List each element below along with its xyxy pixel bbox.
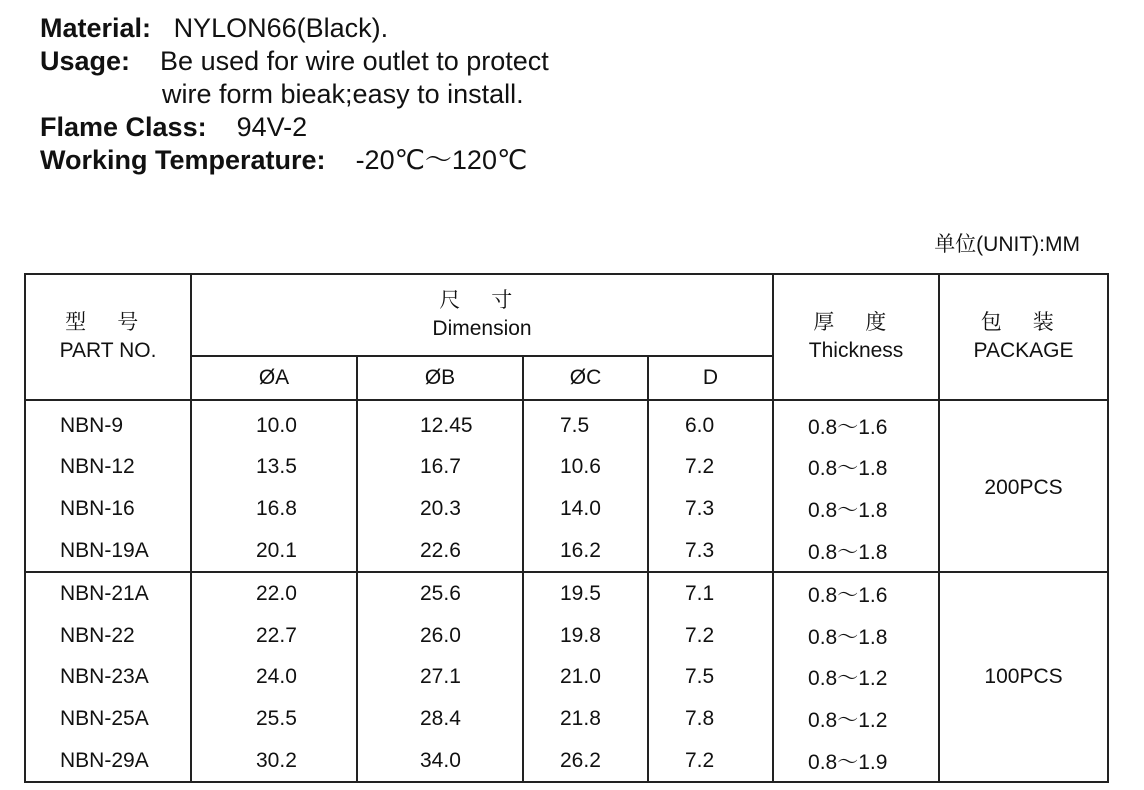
thickness-cell: 0.8～1.6: [773, 572, 939, 615]
part-no-cell: NBN-25A: [25, 698, 191, 740]
thickness-cell: 0.8～1.2: [773, 698, 939, 740]
temperature-value: -20℃～120℃: [355, 145, 528, 175]
header-package-zh: 包 装: [980, 311, 1067, 334]
header-thickness-en: Thickness: [808, 339, 904, 362]
dimension-table: [24, 273, 1109, 783]
header-col-a: ØA: [191, 356, 357, 400]
thickness-cell: 0.8～1.8: [773, 488, 939, 530]
dim-a-cell: 20.1: [191, 530, 357, 573]
header-part-en: PART NO.: [59, 339, 157, 362]
package-cell: 100PCS: [939, 572, 1108, 782]
dim-d-cell: 7.5: [648, 657, 773, 699]
dim-d-cell: 6.0: [648, 400, 773, 447]
header-col-d: D: [648, 356, 773, 400]
header-col-c: ØC: [523, 356, 648, 400]
header-col-b: ØB: [357, 356, 523, 400]
material-spec: [40, 12, 388, 45]
dim-b-cell: 28.4: [357, 698, 523, 740]
dim-c-cell: 19.5: [523, 572, 648, 615]
dim-d-cell: 7.3: [648, 530, 773, 573]
dim-b-cell: 20.3: [357, 488, 523, 530]
dim-a-cell: 30.2: [191, 740, 357, 783]
thickness-cell: 0.8～1.8: [773, 530, 939, 573]
dim-d-cell: 7.2: [648, 615, 773, 657]
dim-b-cell: 26.0: [357, 615, 523, 657]
header-dimension: [191, 274, 773, 356]
dim-d-cell: 7.2: [648, 740, 773, 783]
header-dimension-en: Dimension: [432, 317, 532, 340]
dim-d-cell: 7.3: [648, 488, 773, 530]
header-part-no: [25, 274, 191, 400]
table-row: [25, 572, 1108, 615]
part-no-cell: NBN-23A: [25, 657, 191, 699]
dim-b-cell: 25.6: [357, 572, 523, 615]
dim-c-cell: 16.2: [523, 530, 648, 573]
usage-spec: [40, 45, 549, 78]
dim-c-cell: 26.2: [523, 740, 648, 783]
usage-line-2: wire form bieak;easy to install.: [162, 79, 524, 109]
flame-value: 94V-2: [236, 112, 308, 142]
part-no-cell: NBN-12: [25, 447, 191, 489]
part-no-cell: NBN-29A: [25, 740, 191, 783]
flame-spec: [40, 111, 307, 144]
dim-d-cell: 7.1: [648, 572, 773, 615]
table-row: [25, 400, 1108, 447]
thickness-cell: 0.8～1.8: [773, 615, 939, 657]
header-thickness: [773, 274, 939, 400]
usage-spec-continued: [162, 78, 524, 111]
thickness-cell: 0.8～1.9: [773, 740, 939, 783]
flame-label: Flame Class:: [40, 112, 207, 142]
part-no-cell: NBN-9: [25, 400, 191, 447]
temperature-label: Working Temperature:: [40, 145, 326, 175]
dim-b-cell: 27.1: [357, 657, 523, 699]
header-part-zh: 型 号: [65, 311, 151, 334]
dim-d-cell: 7.2: [648, 447, 773, 489]
dim-b-cell: 22.6: [357, 530, 523, 573]
dim-d-cell: 7.8: [648, 698, 773, 740]
material-label: Material:: [40, 13, 152, 43]
dim-a-cell: 10.0: [191, 400, 357, 447]
dim-a-cell: 22.7: [191, 615, 357, 657]
part-no-cell: NBN-21A: [25, 572, 191, 615]
temperature-spec: [40, 144, 527, 177]
dim-c-cell: 14.0: [523, 488, 648, 530]
dim-b-cell: 34.0: [357, 740, 523, 783]
header-package-en: PACKAGE: [973, 339, 1074, 362]
header-dimension-zh: 尺 寸: [439, 289, 525, 312]
dim-a-cell: 13.5: [191, 447, 357, 489]
thickness-cell: 0.8～1.2: [773, 657, 939, 699]
dim-c-cell: 21.0: [523, 657, 648, 699]
table-body: [25, 400, 1108, 782]
dim-b-cell: 16.7: [357, 447, 523, 489]
part-no-cell: NBN-16: [25, 488, 191, 530]
header-package: [939, 274, 1108, 400]
unit-note: 单位(UNIT):MM: [934, 233, 1080, 256]
dim-a-cell: 22.0: [191, 572, 357, 615]
thickness-cell: 0.8～1.6: [773, 400, 939, 447]
thickness-cell: 0.8～1.8: [773, 447, 939, 489]
header-thickness-zh: 厚 度: [813, 311, 899, 334]
dim-c-cell: 21.8: [523, 698, 648, 740]
dim-a-cell: 16.8: [191, 488, 357, 530]
part-no-cell: NBN-22: [25, 615, 191, 657]
dim-b-cell: 12.45: [357, 400, 523, 447]
package-cell: 200PCS: [939, 400, 1108, 572]
part-no-cell: NBN-19A: [25, 530, 191, 573]
dim-c-cell: 10.6: [523, 447, 648, 489]
dim-a-cell: 25.5: [191, 698, 357, 740]
usage-label: Usage:: [40, 46, 131, 76]
usage-line-1: Be used for wire outlet to protect: [160, 46, 549, 76]
material-value: NYLON66(Black).: [173, 13, 389, 43]
dim-c-cell: 19.8: [523, 615, 648, 657]
dim-a-cell: 24.0: [191, 657, 357, 699]
dim-c-cell: 7.5: [523, 400, 648, 447]
